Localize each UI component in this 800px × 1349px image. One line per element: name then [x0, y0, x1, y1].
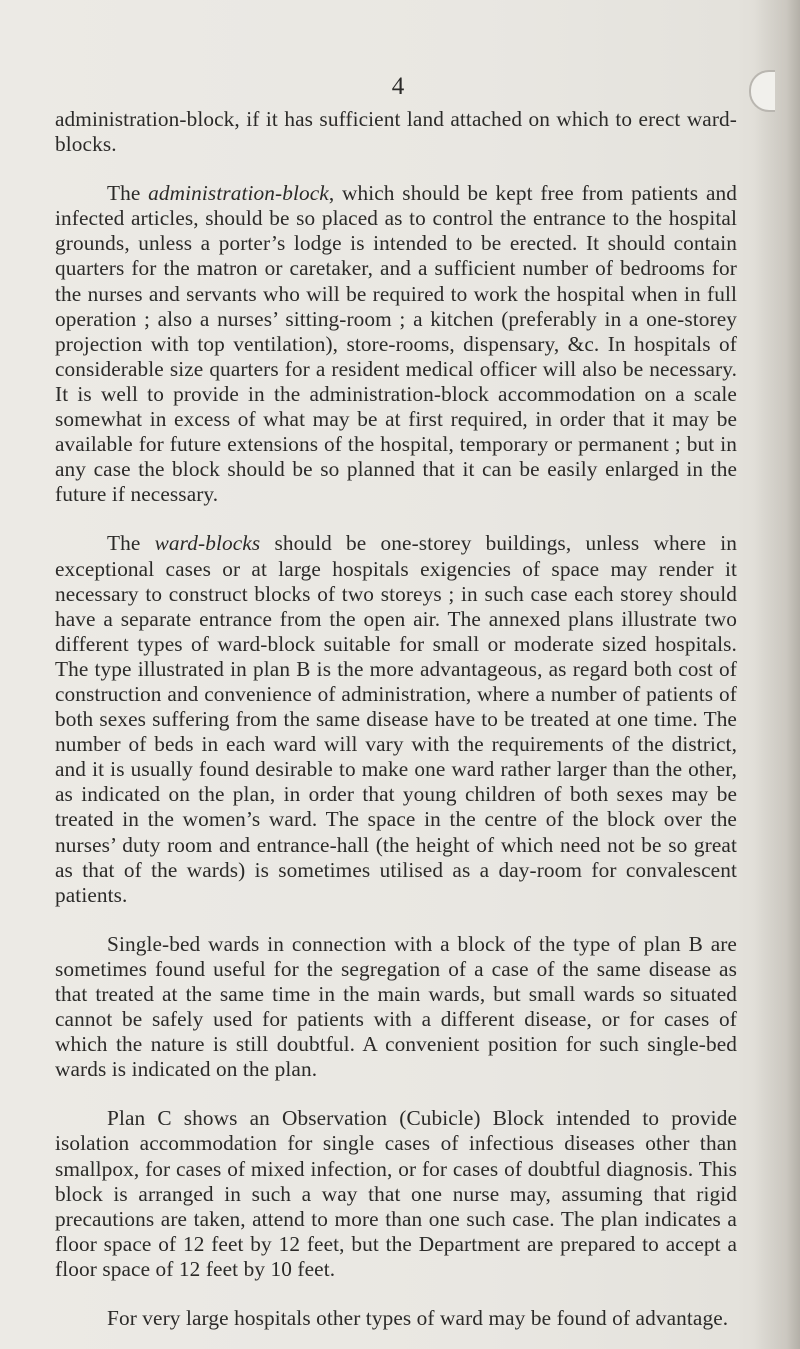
paragraph-ward-blocks — [55, 531, 737, 907]
paragraph-2-text: , which should be kept free from patients and infected articles, should be so placed as to control the entrance to the hospital grounds, unless a porter’s lodge is intended to be erected. It should contain quarters for the matron or caretaker, and a sufficient number of bedrooms for the nurses and servants who will be required to work the hospital when in full operation ; also a nurses’ sitting-room ; a kitchen (preferably in a one-storey projection with top ventilation), store-rooms, dispensary, &c. In hospitals of considerable size quarters for a resident medical officer will also be necessary. It is well to provide in the administration-block accommodation on a scale somewhat in excess of what may be at first required, in order that it may be available for future extensions of the hospital, temporary or permanent ; but in any case the block should be so planned that it can be easily enlarged in the future if necessary. — [55, 181, 737, 507]
paragraph-4-text: Single-bed wards in connection with a block of the type of plan B are sometimes found useful for the segregation of a case of the same disease as that treated at the same time in the main wards, but small wards so situated cannot be safely used for patients with a different disease, or for cases of which the nature is still doubtful. A convenient position for such single-bed wards is indicated on the plan. — [55, 931, 737, 1082]
paragraph-3-lead: The — [107, 531, 155, 556]
paragraph-3-text: should be one-storey buildings, unless where in exceptional cases or at large hospitals exigencies of space may render it necessary to construct blocks of two storeys ; in such case each storey should have a separate entrance from the open air. The annexed plans illustrate two different types of ward-block suitable for small or moderate sized hospitals. The type illustrated in plan B is the more advantageous, as regard both cost of construction and convenience of administration, where a number of patients of both sexes suffering from the same disease have to be treated at one time. The number of beds in each ward will vary with the requirements of the district, and it is usually found desirable to make one ward rather larger than the other, as indicated on the plan, in order that young children of both sexes may be treated in the women’s ward. The space in the centre of the block over the nurses’ duty room and entrance-hall (the height of which need not be so great as that of the wards) is sometimes utilised as a day-room for convalescent patients. — [55, 531, 737, 907]
page-number: 4 — [391, 73, 405, 100]
paragraph-2-term: administration-block — [148, 181, 329, 206]
paragraph-1-text: administration-block, if it has sufficient land attached on which to erect ward-blocks. — [55, 107, 737, 157]
paragraph-3-term: ward-blocks — [154, 531, 261, 556]
paragraph-5-text: Plan C shows an Observation (Cubicle) Block intended to provide isolation accommodation for single cases of infectious diseases other than smallpox, for cases of mixed infection, or for cases of doubtful diagnosis. This block is arranged in such a way that one nurse may, assuming that rigid precautions are taken, attend to more than one such case. The plan indicates a floor space of 12 feet by 12 feet, but the Department are prepared to accept a floor space of 12 feet by 10 feet. — [55, 1106, 737, 1281]
page-edge-shadow — [754, 0, 800, 1349]
paragraph-2-lead: The — [107, 181, 149, 206]
body-text — [55, 107, 737, 1331]
paragraph-6-text: For very large hospitals other types of ward may be found of advantage. — [107, 1306, 729, 1331]
paragraph-continuation — [55, 107, 737, 157]
paragraph-plan-c — [55, 1106, 737, 1282]
paragraph-large-hospitals — [55, 1306, 737, 1331]
paragraph-single-bed-wards — [55, 932, 737, 1083]
paragraph-administration-block — [55, 181, 737, 507]
binder-hole — [749, 70, 775, 112]
